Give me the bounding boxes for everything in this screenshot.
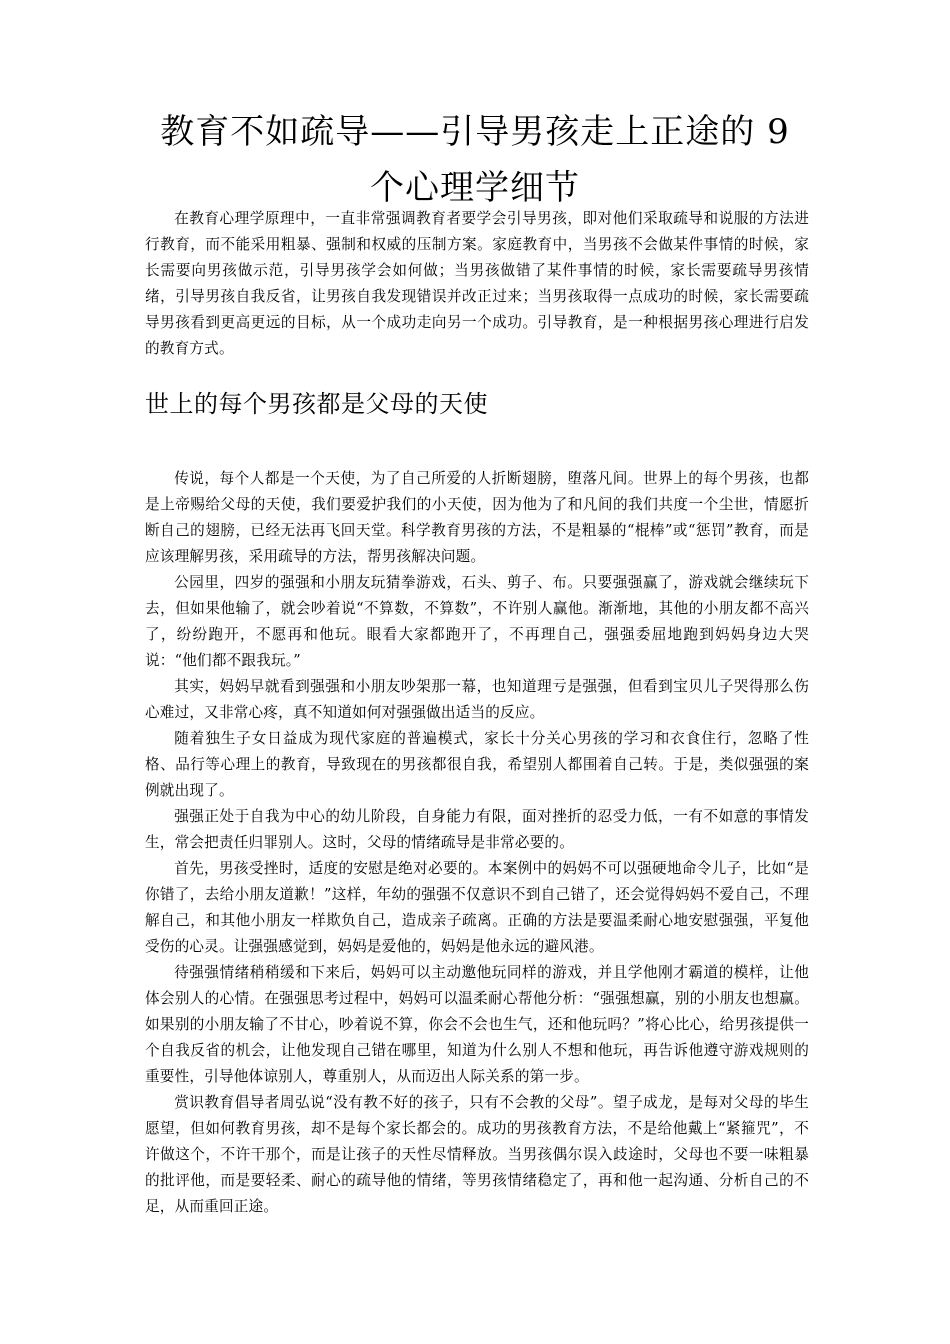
- body-paragraph-7: 待强强情绪稍稍缓和下来后，妈妈可以主动邀他玩同样的游戏，并且学他刚才霸道的模样，让他体会别人的心情。在强强思考过程中，妈妈可以温柔耐心帮他分析：“强强想赢，别的小朋友也想赢。如果别的小朋友输了不甘心，吵着说不算，你会不会也生气，还和他玩吗？”将心比心，给男孩提供一个自我反省的机会，让他发现自己错在哪里，知道为什么别人不想和他玩，再告诉他遵守游戏规则的重要性，引导他体谅别人，尊重别人，从而迈出人际关系的第一步。: [145, 964, 809, 1085]
- body-paragraph-2: 公园里，四岁的强强和小朋友玩猜拳游戏，石头、剪子、布。只要强强赢了，游戏就会继续玩下去，但如果他输了，就会吵着说“不算数，不算数”，不许别人赢他。渐渐地，其他的小朋友都不高兴了，纷纷跑开，不愿再和他玩。眼看大家都跑开了，不再理自己，强强委屈地跑到妈妈身边大哭说：“他们都不跟我玩。”: [145, 574, 809, 669]
- body-paragraph-8: 赏识教育倡导者周弘说“没有教不好的孩子，只有不会教的父母”。望子成龙，是每对父母的毕生愿望，但如何教育男孩，却不是每个家长都会的。成功的男孩教育方法，不是给他戴上“紧箍咒”，不许做这个，不许干那个，而是让孩子的天性尽情释放。当男孩偶尔误入歧途时，父母也不要一味粗暴的批评他，而是要轻柔、耐心的疏导他的情绪，等男孩情绪稳定了，再和他一起沟通、分析自己的不足，从而重回正途。: [145, 1094, 809, 1215]
- body-paragraph-4: 随着独生子女日益成为现代家庭的普遍模式，家长十分关心男孩的学习和衣食住行，忽略了性格、品行等心理上的教育，导致现在的男孩都很自我，希望别人都围着自己转。于是，类似强强的案例就出现了。: [145, 730, 809, 799]
- body-paragraph-3: 其实，妈妈早就看到强强和小朋友吵架那一幕，也知道理亏是强强，但看到宝贝儿子哭得那么伤心难过，又非常心疼，真不知道如何对强强做出适当的反应。: [145, 678, 809, 721]
- document-body: [145, 206, 809, 1220]
- body-paragraph-6: 首先，男孩受挫时，适度的安慰是绝对必要的。本案例中的妈妈不可以强硬地命令儿子，比如“是你错了，去给小朋友道歉！”这样，年幼的强强不仅意识不到自己错了，还会觉得妈妈不爱自己，不理解自己，和其他小朋友一样欺负自己，造成亲子疏离。正确的方法是要温柔耐心地安慰强强，平复他受伤的心灵。让强强感觉到，妈妈是爱他的，妈妈是他永远的避风港。: [145, 860, 809, 955]
- document-title: 教育不如疏导——引导男孩走上正途的 9 个心理学细节: [160, 112, 790, 208]
- section-heading: 世上的每个男孩都是父母的天使: [145, 390, 488, 418]
- body-paragraph-5: 强强正处于自我为中心的幼儿阶段，自身能力有限，面对挫折的忍受力低，一有不如意的事情发生，常会把责任归罪别人。这时，父母的情绪疏导是非常必要的。: [145, 808, 809, 851]
- body-paragraph-1: 传说，每个人都是一个天使，为了自己所爱的人折断翅膀，堕落凡间。世界上的每个男孩，也都是上帝赐给父母的天使，我们要爱护我们的小天使，因为他为了和凡间的我们共度一个尘世，情愿折断自己的翅膀，已经无法再飞回天堂。科学教育男孩的方法，不是粗暴的“棍棒”或“惩罚”教育，而是应该理解男孩，采用疏导的方法，帮男孩解决问题。: [145, 470, 809, 565]
- intro-paragraph: 在教育心理学原理中，一直非常强调教育者要学会引导男孩，即对他们采取疏导和说服的方法进行教育，而不能采用粗暴、强制和权威的压制方案。家庭教育中，当男孩不会做某件事情的时候，家长需要向男孩做示范，引导男孩学会如何做；当男孩做错了某件事情的时候，家长需要疏导男孩情绪，引导男孩自我反省，让男孩自我发现错误并改正过来；当男孩取得一点成功的时候，家长需要疏导男孩看到更高更远的目标，从一个成功走向另一个成功。引导教育，是一种根据男孩心理进行启发的教育方式。: [145, 210, 809, 357]
